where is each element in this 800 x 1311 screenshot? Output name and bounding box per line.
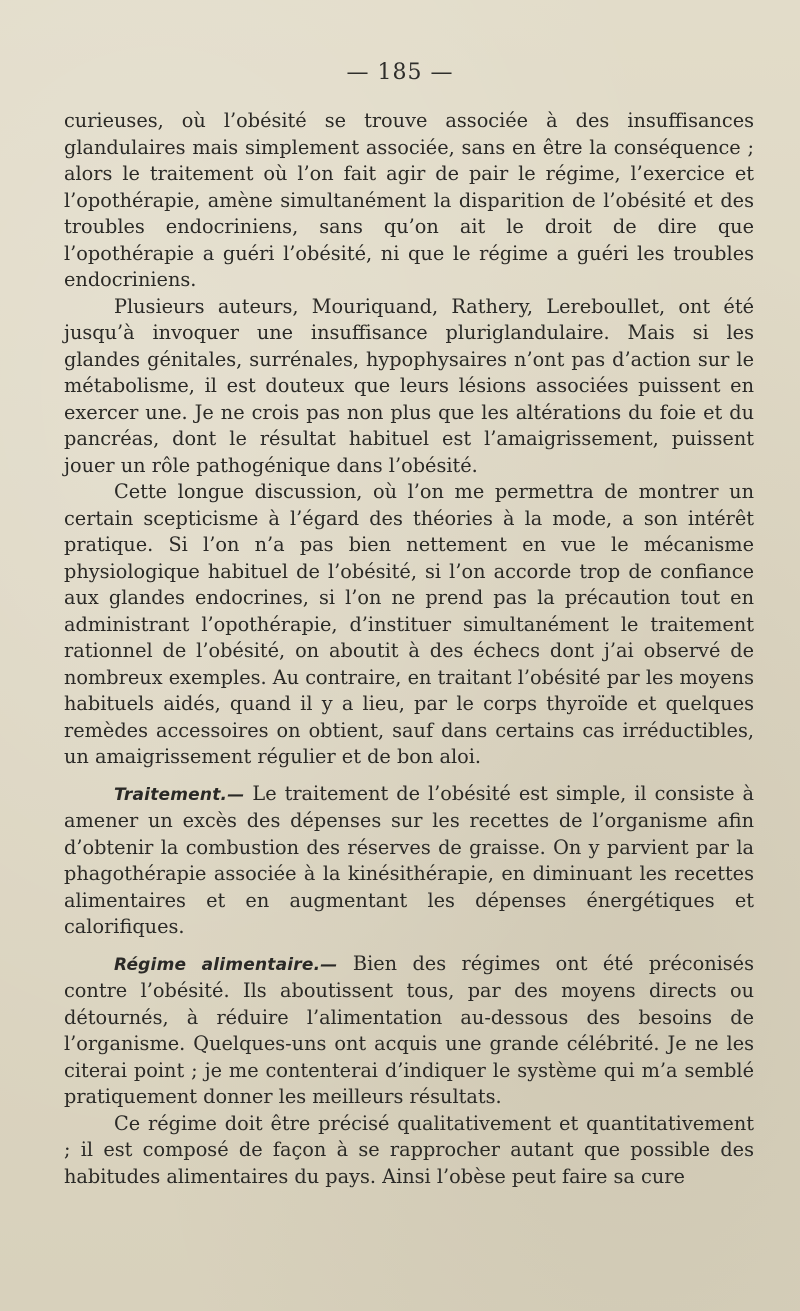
paragraph-authors: Plusieurs auteurs, Mouriquand, Rathery, Lereboullet, ont été jusqu’à invoquer une insuffisance pluriglandulaire. Mais si les glandes génitales, surrénales, hypophysaires n’ont pas d’action sur le métabolisme, il est douteux que leurs lésions associées puissent en exercer une. Je ne crois pas non plus que les altérations du foie et du pancréas, dont le résultat habituel est l’amaigrissement, puissent jouer un rôle pathogénique dans l’obésité.	[64, 294, 754, 477]
paragraph-regime-details: Ce régime doit être précisé qualitativement et quantitativement ; il est composé de façon à se rapprocher autant que possible des habitudes alimentaires du pays. Ainsi l’obèse peut faire sa cure	[64, 1111, 754, 1188]
paragraph-regime-text: Bien des régimes ont été préconisés contre l’obésité. Ils aboutissent tous, par des moyens directs ou détournés, à réduire l’alimentation au-dessous des besoins de l’organisme. Quelques-uns ont acquis une grande célébrité. Je ne les citerai point ; je me contenterai d’indiquer le système qui m’a semblé pratiquement donner les meilleurs résultats.	[64, 951, 754, 1108]
paragraph-traitement	[64, 781, 754, 941]
paragraph-regime	[64, 951, 754, 1111]
section-heading-traitement: Traitement.—	[114, 784, 245, 805]
section-heading-regime: Régime alimentaire.—	[114, 954, 338, 975]
paragraph-traitement-text: Le traitement de l’obésité est simple, il consiste à amener un excès des dépenses sur les recettes de l’organisme afin d’obtenir la combustion des réserves de graisse. On y parvient par la phagothérapie associée à la kinésithérapie, en diminuant les recettes alimentaires et en augmentant les dépenses énergétiques et calorifiques.	[64, 781, 754, 938]
paragraph-discussion: Cette longue discussion, où l’on me permettra de montrer un certain scepticisme à l’égard des théories à la mode, a son intérêt pratique. Si l’on n’a pas bien nettement en vue le mécanisme physiologique habituel de l’obésité, si l’on accorde trop de confiance aux glandes endocrines, si l’on ne prend pas la précaution tout en administrant l’opothérapie, d’instituer simultanément le traitement rationnel de l’obésité, on aboutit à des échecs dont j’ai observé de nombreux exemples. Au contraire, en traitant l’obésité par les moyens habituels aidés, quand il y a lieu, par le corps thyroïde et quelques remèdes accessoires on obtient, sauf dans certains cas irréductibles, un amaigrissement régulier et de bon aloi.	[64, 480, 754, 768]
page-number: — 185 —	[346, 60, 454, 85]
body-text	[64, 108, 754, 1190]
paragraph-continuation: curieuses, où l’obésité se trouve associée à des insuffisances glandulaires mais simplement associée, sans en être la conséquence ; alors le traitement où l’on fait agir de pair le régime, l’exercice et l’opothérapie, amène simultanément la disparition de l’obésité et des troubles endocriniens, sans qu’on ait le droit de dire que l’opothérapie a guéri l’obésité, ni que le régime a guéri les troubles endocriniens.	[64, 109, 754, 291]
